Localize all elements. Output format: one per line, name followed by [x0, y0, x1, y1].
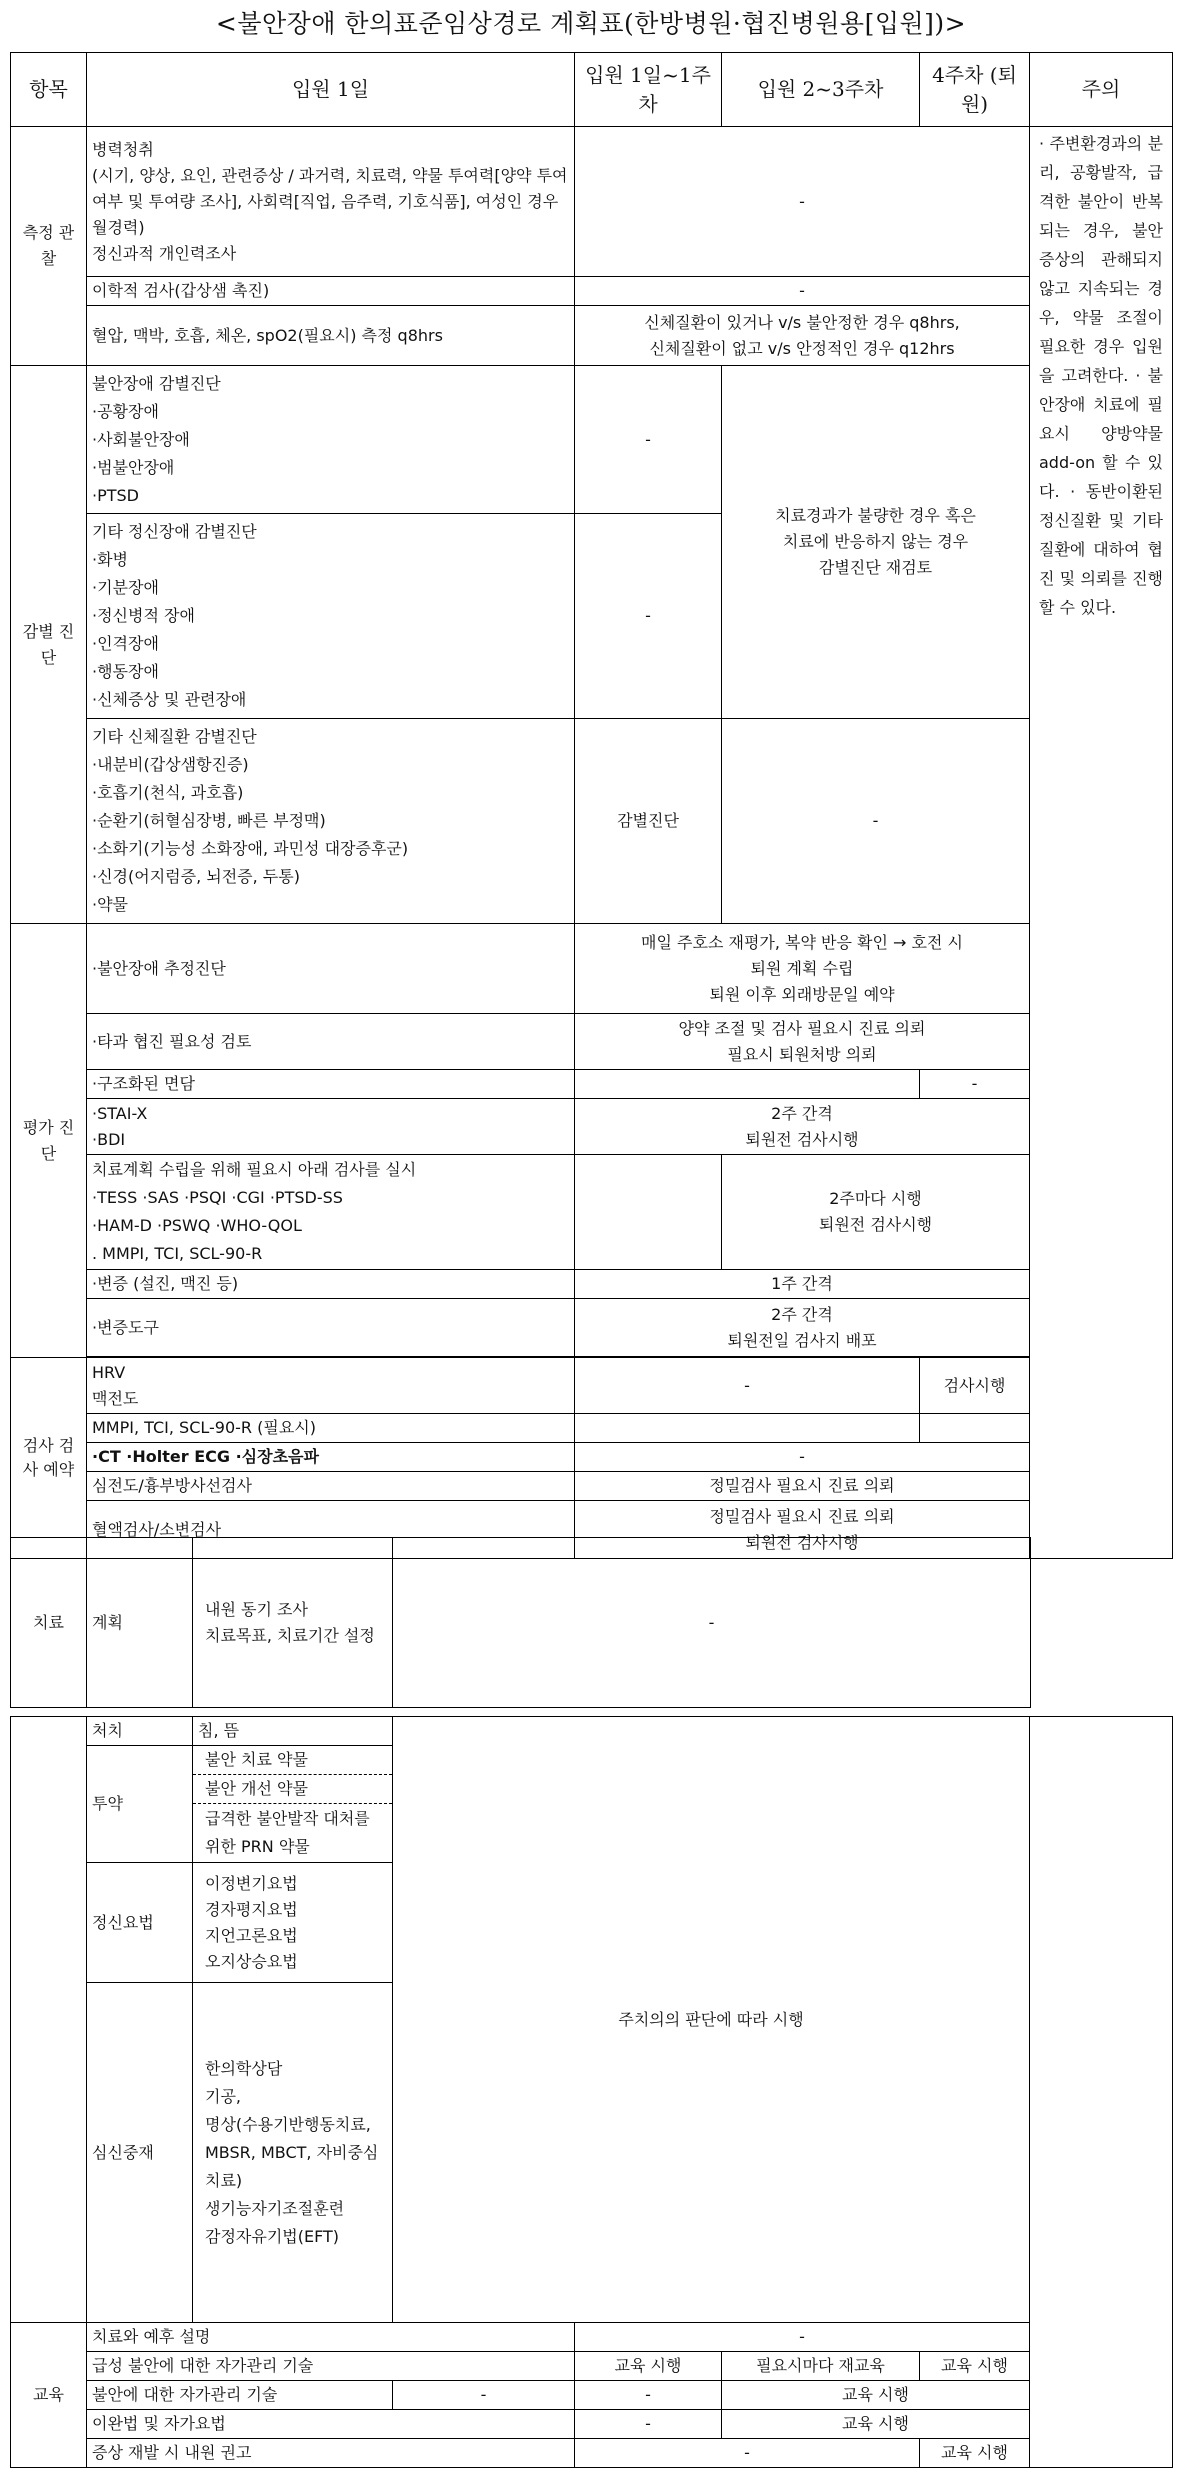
eval-presumptive-value: 매일 주호소 재평가, 복약 반응 확인 → 호전 시 퇴원 계획 수립 퇴원 이후 외래방문일 예약: [575, 924, 1030, 1014]
eval-stai-cell: ·STAI-X ·BDI: [87, 1099, 575, 1155]
exam-hrv-value: -: [575, 1358, 920, 1414]
diff-anxiety-value: -: [575, 366, 722, 514]
diff-anxiety-cell: 불안장애 감별진단 ·공황장애 ·사회불안장애 ·범불안장애 ·PTSD: [87, 366, 575, 514]
eval-pattern-cell: ·변증 (설진, 맥진 등): [87, 1270, 575, 1299]
eval-tests-value: 2주마다 시행 퇴원전 검사시행: [722, 1155, 1030, 1270]
edu-r3-rest: 교육 시행: [722, 2381, 1030, 2410]
edu-r1-value: -: [575, 2323, 1030, 2352]
edu-r3-cell: 불안에 대한 자가관리 기술: [87, 2381, 393, 2410]
header-note: 주의: [1030, 53, 1173, 127]
table-row: [11, 2410, 1173, 2439]
edu-r3-day1: -: [393, 2381, 575, 2410]
eval-interview-value: -: [920, 1070, 1030, 1099]
treat-plan-label: 계획: [87, 1538, 193, 1708]
drug-inner-table: [193, 1746, 392, 1862]
treat-proc-label: 처치: [87, 1717, 193, 1746]
diff-psych-cell: 기타 정신장애 감별진단 ·화병 ·기분장애 ·정신병적 장애 ·인격장애 ·행동장애 ·신체증상 및 관련장애: [87, 514, 575, 719]
table-row: [11, 1443, 1173, 1472]
table-row: [11, 1358, 1173, 1414]
exam-mmpi-empty: [575, 1414, 920, 1443]
treat-doctor-value: 주치의의 판단에 따라 시행: [393, 1717, 1030, 2323]
edu-r5-cell: 증상 재발 시 내원 권고: [87, 2439, 575, 2468]
eval-interview-empty: [575, 1070, 920, 1099]
table-row: [11, 1538, 1031, 1708]
table-row: [11, 1099, 1173, 1155]
pathway-table-1: [10, 52, 1173, 1559]
category-edu: 교육: [11, 2323, 87, 2468]
exam-blood-cell: 혈액검사/소변검사: [87, 1501, 575, 1559]
exam-ecg-cell: 심전도/흉부방사선검사: [87, 1472, 575, 1501]
diff-body-cell: 기타 신체질환 감별진단 ·내분비(갑상샘항진증) ·호흡기(천식, 과호흡) ·순환기(허혈심장병, 빠른 부정맥) ·소화기(기능성 소화장애, 과민성 대장증후군) ·신경(어지럼증, 뇌전증, 두통) ·약물: [87, 719, 575, 924]
exam-mmpi-cell: MMPI, TCI, SCL-90-R (필요시): [87, 1414, 575, 1443]
drug-item: 불안 치료 약물: [193, 1746, 392, 1775]
table-row: [11, 127, 1173, 277]
notes-blank-cell: [1030, 1717, 1173, 2468]
table-row: [11, 277, 1173, 306]
physical-exam-cell: 이학적 검사(갑상샘 촉진): [87, 277, 575, 306]
category-diff: 감별 진단: [11, 366, 87, 924]
header-item: 항목: [11, 53, 87, 127]
eval-consult-value: 양약 조절 및 검사 필요시 진료 의뢰 필요시 퇴원처방 의뢰: [575, 1014, 1030, 1070]
diff-recheck-value: 치료경과가 불량한 경우 혹은 치료에 반응하지 않는 경우 감별진단 재검토: [722, 366, 1030, 719]
eval-stai-value: 2주 간격 퇴원전 검사시행: [575, 1099, 1030, 1155]
exam-ct-value: -: [575, 1443, 1030, 1472]
treat-mind-value: 한의학상담 기공, 명상(수용기반행동치료, MBSR, MBCT, 자비중심치료) 생기능자기조절훈련 감정자유기법(EFT): [193, 1983, 393, 2323]
treat-psy-label: 정신요법: [87, 1863, 193, 1983]
drug-item: 불안 개선 약물: [193, 1775, 392, 1804]
treat-plan-rest: -: [393, 1538, 1031, 1708]
treatment-table: [10, 1716, 1173, 2468]
table-row: [11, 1014, 1173, 1070]
category-measure: 측정 관찰: [11, 127, 87, 366]
edu-r2-w23: 필요시마다 재교육: [722, 2352, 920, 2381]
edu-r2-cell: 급성 불안에 대한 자가관리 기술: [87, 2352, 575, 2381]
diff-body-value: 감별진단: [575, 719, 722, 924]
vitals-cell: 혈압, 맥박, 호흡, 체온, spO2(필요시) 측정 q8hrs: [87, 306, 575, 366]
exam-ct-cell: ·CT ·Holter ECG ·심장초음파: [87, 1443, 575, 1472]
table-row: [11, 719, 1173, 924]
vitals-value: 신체질환이 있거나 v/s 불안정한 경우 q8hrs, 신체질환이 없고 v/s 안정적인 경우 q12hrs: [575, 306, 1030, 366]
exam-mmpi-w4: [920, 1414, 1030, 1443]
table-row: [11, 2381, 1173, 2410]
table-row: [11, 2439, 1173, 2468]
eval-tests-cell: 치료계획 수립을 위해 필요시 아래 검사를 실시 ·TESS ·SAS ·PSQI ·CGI ·PTSD-SS ·HAM-D ·PSWQ ·WHO-QOL . MMPI, TCI, SCL-90-R: [87, 1155, 575, 1270]
history-cell: 병력청취 (시기, 양상, 요인, 관련증상 / 과거력, 치료력, 약물 투여력[양약 투여 여부 및 투여량 조사], 사회력[직업, 음주력, 기호식품], 여성인 경우 월경력) 정신과적 개인력조사: [87, 127, 575, 277]
eval-interview-cell: ·구조화된 면담: [87, 1070, 575, 1099]
header-week23: 입원 2~3주차: [722, 53, 920, 127]
exam-blood-value: 정밀검사 필요시 진료 의뢰 퇴원전 검사시행: [575, 1501, 1030, 1559]
history-value: -: [575, 127, 1030, 277]
treat-drug-list: [193, 1746, 393, 1863]
eval-pattern-value: 1주 간격: [575, 1270, 1030, 1299]
treat-psy-value: 이정변기요법 경자평지요법 지언고론요법 오지상승요법: [193, 1863, 393, 1983]
table-row: [11, 1472, 1173, 1501]
table-row: [11, 1299, 1173, 1357]
category-treat-2: [11, 1717, 87, 2323]
table-row: [11, 2323, 1173, 2352]
table-row: [11, 1155, 1173, 1270]
category-eval: 평가 진단: [11, 924, 87, 1358]
header-day1: 입원 1일: [87, 53, 575, 127]
treat-mind-label: 심신중재: [87, 1983, 193, 2323]
header-row: [11, 53, 1173, 127]
treat-drug-label: 투약: [87, 1746, 193, 1863]
diff-psych-value: -: [575, 514, 722, 719]
diff-body-rest: -: [722, 719, 1030, 924]
edu-r4-rest: 교육 시행: [722, 2410, 1030, 2439]
exam-hrv-cell: HRV 맥전도: [87, 1358, 575, 1414]
eval-presumptive-cell: ·불안장애 추정진단: [87, 924, 575, 1014]
category-exam: 검사 검사 예약: [11, 1358, 87, 1559]
edu-r4-w1: -: [575, 2410, 722, 2439]
table-row: [11, 1717, 1173, 1746]
edu-r4-cell: 이완법 및 자가요법: [87, 2410, 575, 2439]
table-row: [11, 1414, 1173, 1443]
treat-proc-value: 침, 뜸: [193, 1717, 393, 1746]
eval-tests-empty: [575, 1155, 722, 1270]
header-week4: 4주차 (퇴원): [920, 53, 1030, 127]
treatment-plan-table: [10, 1537, 1031, 1708]
table-row: [11, 924, 1173, 1014]
edu-r1-cell: 치료와 예후 설명: [87, 2323, 575, 2352]
eval-tool-value: 2주 간격 퇴원전일 검사지 배포: [575, 1299, 1030, 1357]
header-week1: 입원 1일~1주차: [575, 53, 722, 127]
edu-r5-w4: 교육 시행: [920, 2439, 1030, 2468]
drug-item: 급격한 불안발작 대처를 위한 PRN 약물: [205, 1809, 370, 1856]
edu-r5-value: -: [575, 2439, 920, 2468]
exam-hrv-w4: 검사시행: [920, 1358, 1030, 1414]
table-row: [11, 366, 1173, 514]
page-title: <불안장애 한의표준임상경로 계획표(한방병원·협진병원용[입원])>: [215, 9, 967, 38]
table-row: [11, 306, 1173, 366]
edu-r3-w1: -: [575, 2381, 722, 2410]
table-row: [11, 2352, 1173, 2381]
notes-cell: · 주변환경과의 분리, 공황발작, 급격한 불안이 반복되는 경우, 불안 증상의 관해되지 않고 지속되는 경우, 약물 조절이 필요한 경우 입원을 고려한다. · 불안장애 치료에 필요시 양방약물 add-on 할 수 있다. · 동반이환된 정신질환 및 기타 질환에 대하여 협진 및 의뢰를 진행할 수 있다.: [1030, 127, 1173, 1559]
exam-ecg-value: 정밀검사 필요시 진료 의뢰: [575, 1472, 1030, 1501]
edu-r2-w4: 교육 시행: [920, 2352, 1030, 2381]
eval-tool-cell: ·변증도구: [87, 1299, 575, 1357]
eval-consult-cell: ·타과 협진 필요성 검토: [87, 1014, 575, 1070]
physical-exam-value: -: [575, 277, 1030, 306]
table-row: [11, 1070, 1173, 1099]
edu-r2-w1: 교육 시행: [575, 2352, 722, 2381]
treat-plan-value: 내원 동기 조사 치료목표, 치료기간 설정: [193, 1538, 393, 1708]
category-treat: 치료: [11, 1538, 87, 1708]
table-row: [11, 1270, 1173, 1299]
